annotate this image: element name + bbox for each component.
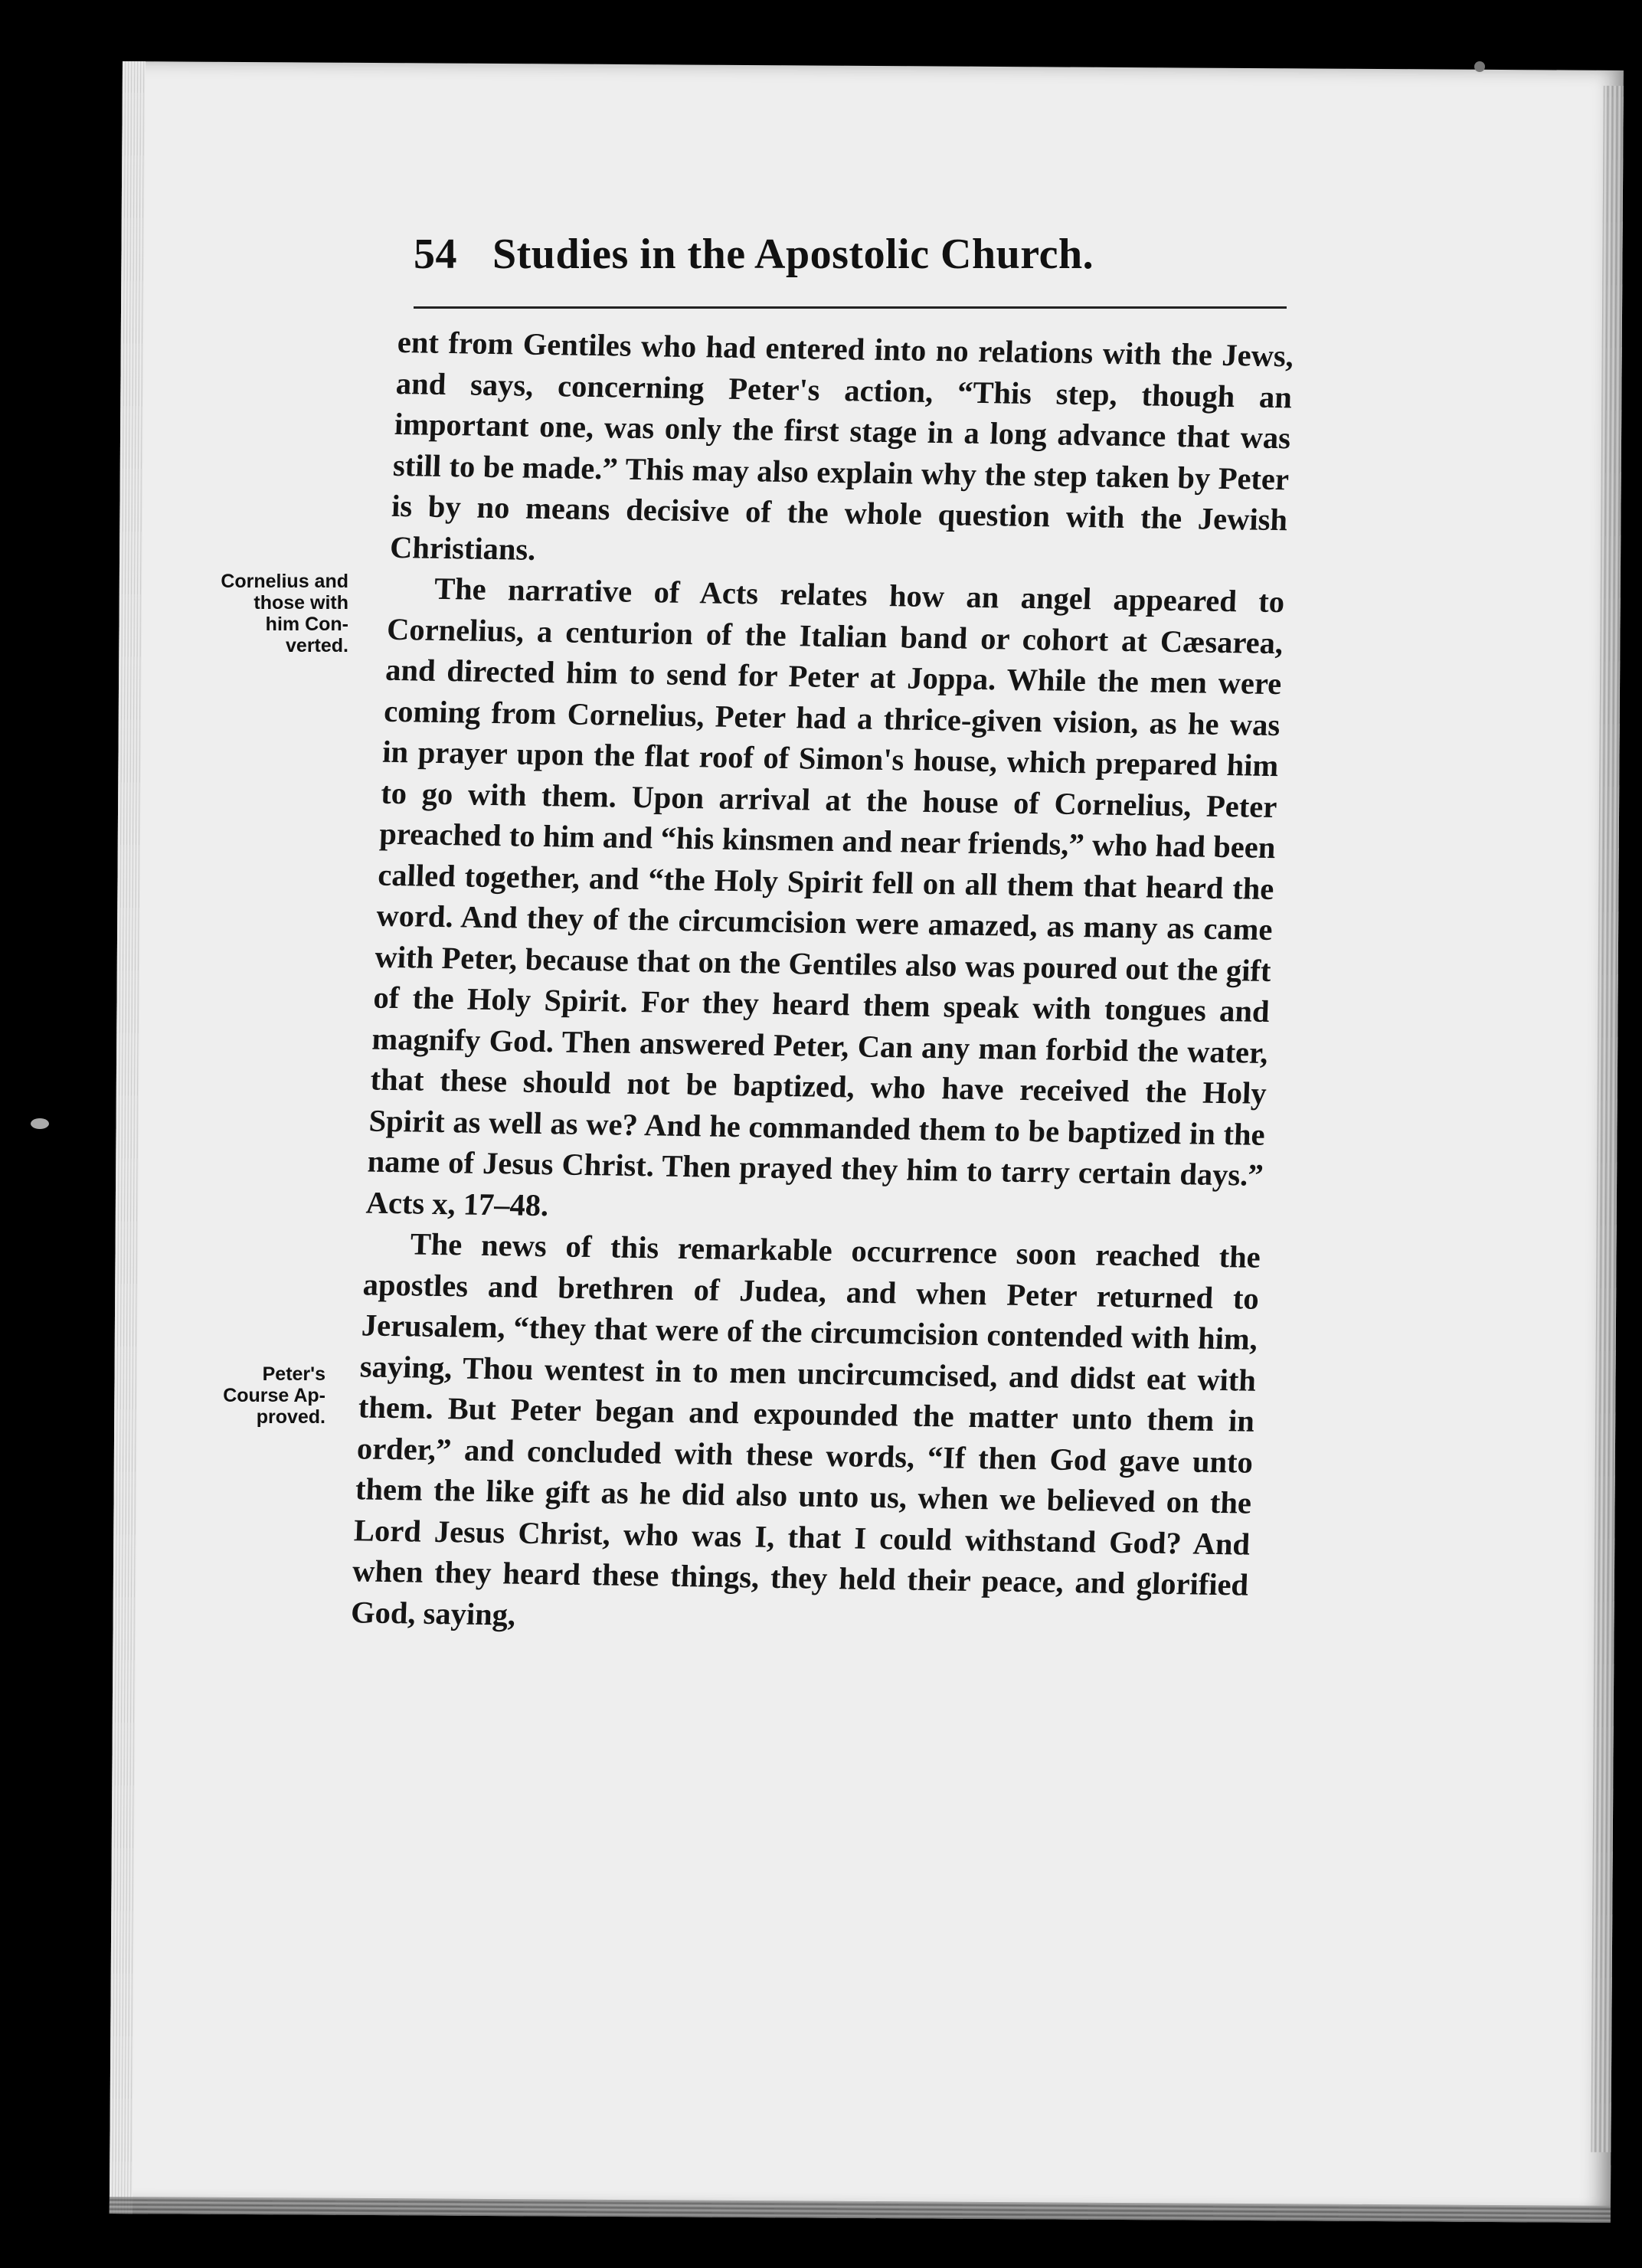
page-header xyxy=(414,230,1271,306)
scan-speck xyxy=(1474,61,1485,72)
paragraph: The news of this remarkable occurrence soon reached the apostles and brethren of Judea, and when Peter returned to Jerusalem, “they that were of the circumcision contended with him, saying, Thou wentest in to men uncircumcised, and didst eat with them. But Peter began and expounded the matter unto them in order,” and concluded with these words, “If then God gave unto them the like gift as he did also unto us, when we believed on the Lord Jesus Christ, who was I, that I could withstand God? And when they heard these things, they held their peace, and glorified God, saying, xyxy=(350,1226,1261,1632)
body-text xyxy=(350,322,1294,1647)
side-note-peter-approved: Peter's Course Ap- proved. xyxy=(223,1363,325,1428)
page-edge-left xyxy=(110,61,146,2214)
page-number: 54 xyxy=(414,231,457,278)
side-note-cornelius: Cornelius and those with him Con- verted. xyxy=(221,571,348,656)
paragraph: ent from Gentiles who had entered into no relations with the Jews, and says, concerning Peter's action, “This step, though an important one, was only the first stage in a long advance that was still to be made.” This may also explain why the step taken by Peter is by no means decisive of the whole question with the Jewish Christians. xyxy=(389,324,1294,567)
paragraph: The narrative of Acts relates how an angel appeared to Cornelius, a centurion of the Italian band or cohort at Cæsarea, and directed him to send for Peter at Joppa. While the men were coming from Cornelius, Peter had a thrice-given vision, as he was in prayer upon the flat roof of Simon's house, which prepared him to go with them. Upon arrival at the house of Cornelius, Peter preached to him and “his kinsmen and near friends,” who had been called together, and “the Holy Spirit fell on all them that heard the word. And they of the circumcision were amazed, as many as came with Peter, because that on the Gentiles also was poured out the gift of the Holy Spirit. For they heard them speak with tongues and magnify God. Then answered Peter, Can any man forbid the water, that these should not be baptized, who have received the Holy Spirit as well as we? And he commanded them to be baptized in the name of Jesus Christ. Then prayed they him to tarry certain days.” Acts x, 17–48. xyxy=(365,571,1285,1222)
scan-speck xyxy=(31,1118,49,1129)
header-rule xyxy=(414,306,1287,309)
page-edge-bottom xyxy=(110,2197,1611,2223)
running-head: Studies in the Apostolic Church. xyxy=(492,231,1094,278)
page-edge-right xyxy=(1591,86,1623,2152)
